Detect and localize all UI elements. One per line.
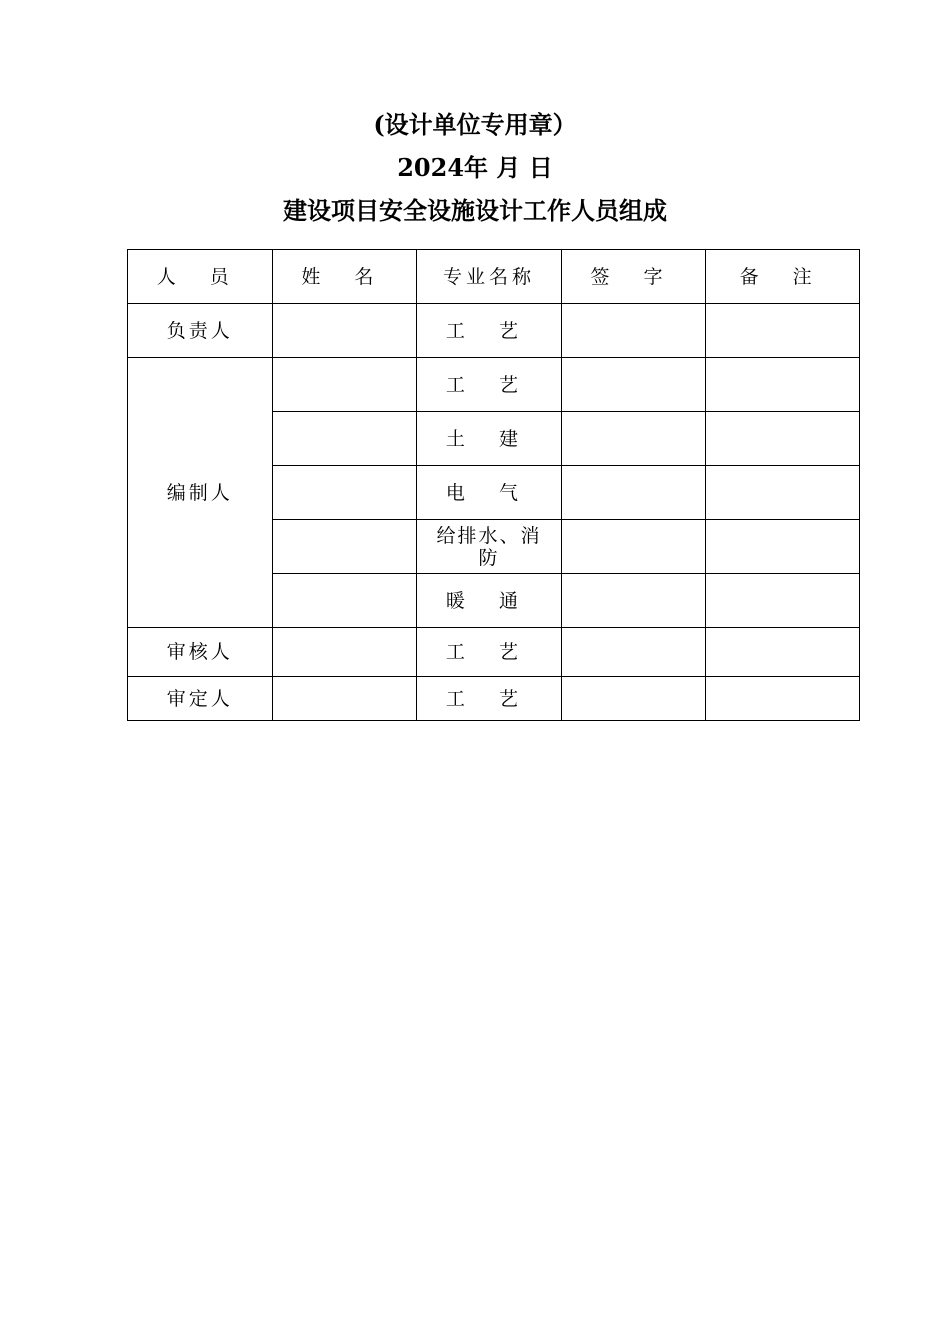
header-signature: 签 字: [561, 250, 706, 304]
table-header-row: [128, 250, 860, 304]
name-cell: [272, 574, 417, 628]
header-discipline: 专业名称: [417, 250, 562, 304]
header-personnel: 人 员: [128, 250, 273, 304]
signature-cell: [561, 304, 706, 358]
name-cell: [272, 304, 417, 358]
discipline-cell: 工 艺: [417, 628, 562, 677]
name-cell: [272, 358, 417, 412]
table-row: [128, 358, 860, 412]
remarks-cell: [706, 412, 860, 466]
table-row: [128, 304, 860, 358]
document-title: 建设项目安全设施设计工作人员组成: [283, 196, 667, 225]
remarks-cell: [706, 520, 860, 574]
remarks-cell: [706, 628, 860, 677]
signature-cell: [561, 677, 706, 721]
role-compiler: 编制人: [128, 358, 273, 628]
signature-cell: [561, 358, 706, 412]
remarks-cell: [706, 466, 860, 520]
date-line: 2024年 月 日: [397, 153, 553, 182]
remarks-cell: [706, 574, 860, 628]
name-cell: [272, 466, 417, 520]
discipline-cell: 工 艺: [417, 358, 562, 412]
header-name: 姓 名: [272, 250, 417, 304]
signature-cell: [561, 628, 706, 677]
signature-cell: [561, 412, 706, 466]
name-cell: [272, 412, 417, 466]
seal-caption: (设计单位专用章）: [373, 110, 577, 139]
discipline-cell: 电 气: [417, 466, 562, 520]
table-row: [128, 677, 860, 721]
name-cell: [272, 520, 417, 574]
remarks-cell: [706, 358, 860, 412]
signature-cell: [561, 574, 706, 628]
discipline-cell: 给排水、消防: [417, 520, 562, 574]
role-responsible: 负责人: [128, 304, 273, 358]
signature-cell: [561, 520, 706, 574]
remarks-cell: [706, 677, 860, 721]
discipline-cell: 暖 通: [417, 574, 562, 628]
staff-table: [127, 249, 860, 721]
remarks-cell: [706, 304, 860, 358]
name-cell: [272, 628, 417, 677]
role-approver: 审定人: [128, 677, 273, 721]
signature-cell: [561, 466, 706, 520]
header-remarks: 备 注: [706, 250, 860, 304]
role-reviewer: 审核人: [128, 628, 273, 677]
table-row: [128, 628, 860, 677]
discipline-cell: 工 艺: [417, 677, 562, 721]
name-cell: [272, 677, 417, 721]
discipline-cell: 土 建: [417, 412, 562, 466]
discipline-cell: 工 艺: [417, 304, 562, 358]
